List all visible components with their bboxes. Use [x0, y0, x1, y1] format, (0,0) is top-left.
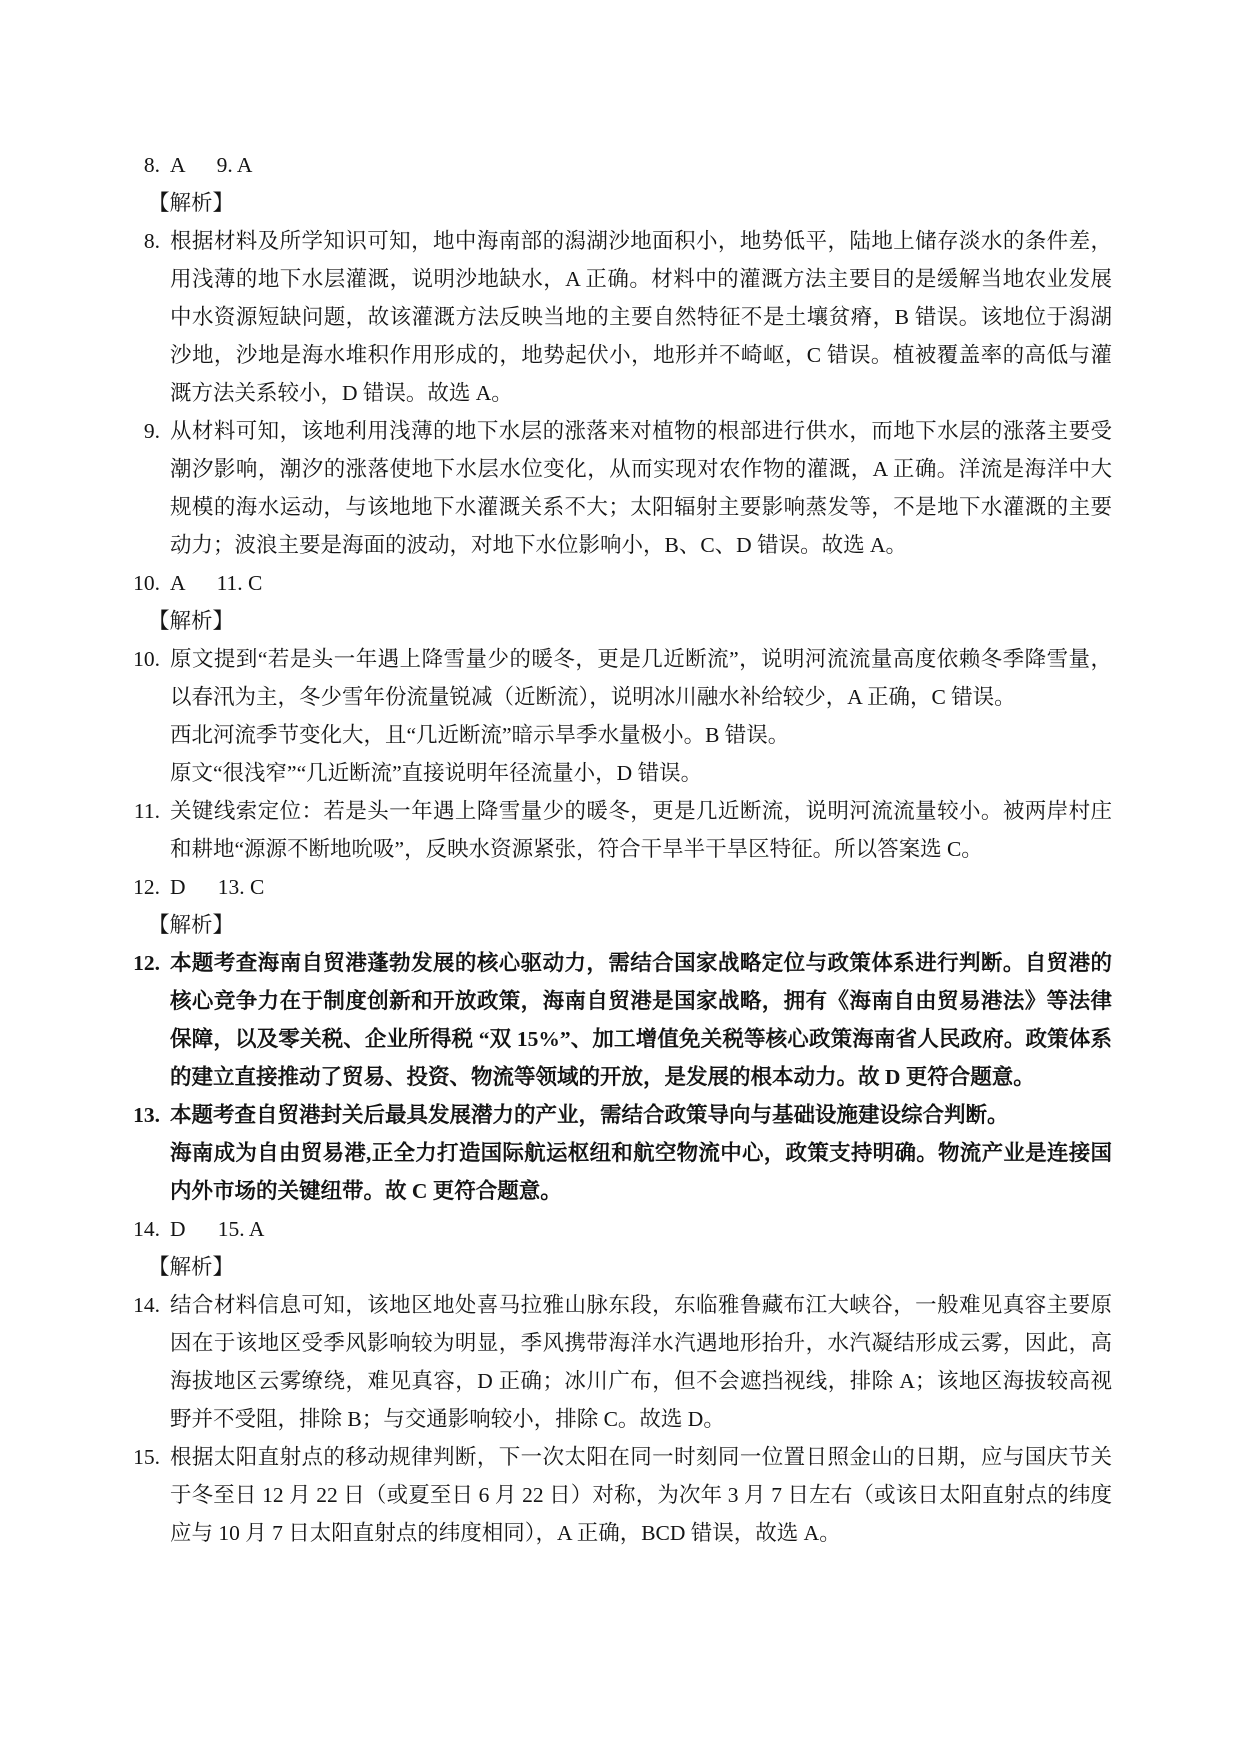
explanation-item-11 — [133, 792, 1112, 868]
explanation-item-15 — [133, 1438, 1112, 1552]
item-number: 15. — [133, 1445, 160, 1469]
explanation-item-9 — [143, 412, 1112, 564]
analysis-label: 【解析】 — [148, 191, 235, 215]
item-text: 根据太阳直射点的移动规律判断，下一次太阳在同一时刻同一位置日照金山的日期，应与国庆节关于冬至日 12 月 22 日（或夏至日 6 月 22 日）对称，为次年 3 月 7 日左右（或该日太阳直射点的纬度应与 10 月 7 日太阳直射点的纬度相同），A 正确，BCD 错误，故选 A。 — [170, 1445, 1112, 1545]
item-text: 原文提到“若是头一年遇上降雪量少的暖冬，更是几近断流”，说明河流流量高度依赖冬季降雪量，以春汛为主，冬少雪年份流量锐减（近断流），说明冰川融水补给较少，A 正确，C 错误。 — [170, 647, 1112, 709]
item-text: 关键线索定位：若是头一年遇上降雪量少的暖冬，更是几近断流，说明河流流量较小。被两岸村庄和耕地“源源不断地吮吸”，反映水资源紧张，符合干旱半干旱区特征。所以答案选 C。 — [170, 799, 1112, 861]
answer-line — [133, 564, 1112, 602]
analysis-label: 【解析】 — [148, 913, 235, 937]
item-text: 本题考查自贸港封关后最具发展潜力的产业，需结合政策导向与基础设施建设综合判断。 — [170, 1103, 1009, 1127]
answer-line-text: A 9. A — [170, 153, 253, 177]
explanation-item-10 — [133, 640, 1112, 792]
answer-line-number: 10. — [133, 571, 160, 595]
item-text: 根据材料及所学知识可知，地中海南部的潟湖沙地面积小，地势低平，陆地上储存淡水的条件差，用浅薄的地下水层灌溉，说明沙地缺水，A 正确。材料中的灌溉方法主要目的是缓解当地农业发展中水资源短缺问题，故该灌溉方法反映当地的主要自然特征不是土壤贫瘠，B 错误。该地位于潟湖沙地，沙地是海水堆积作用形成的，地势起伏小，地形并不崎岖，C 错误。植被覆盖率的高低与灌溉方法关系较小，D 错误。故选 A。 — [170, 229, 1112, 405]
item-number: 13. — [133, 1103, 160, 1127]
explanation-item-8 — [143, 222, 1112, 412]
answer-line-text: A 11. C — [170, 571, 263, 595]
item-number: 9. — [143, 419, 160, 443]
explanation-item-13 — [133, 1096, 1112, 1210]
item-number: 11. — [133, 799, 160, 823]
analysis-label: 【解析】 — [148, 609, 235, 633]
answer-line — [133, 868, 1112, 906]
page-content — [133, 146, 1112, 1552]
item-number: 10. — [133, 647, 160, 671]
item-number: 8. — [143, 229, 160, 253]
explanation-item-14 — [133, 1286, 1112, 1438]
item-text: 本题考查海南自贸港蓬勃发展的核心驱动力，需结合国家战略定位与政策体系进行判断。自贸港的核心竞争力在于制度创新和开放政策，海南自贸港是国家战略，拥有《海南自由贸易港法》等法律保障，以及零关税、企业所得税 “双 15%”、加工增值免关税等核心政策海南省人民政府。政策体系的建立直接推动了贸易、投资、物流等领域的开放，是发展的根本动力。故 D 更符合题意。 — [170, 951, 1112, 1089]
item-text: 从材料可知，该地利用浅薄的地下水层的涨落来对植物的根部进行供水，而地下水层的涨落主要受潮汐影响，潮汐的涨落使地下水层水位变化，从而实现对农作物的灌溉，A 正确。洋流是海洋中大规模的海水运动，与该地地下水灌溉关系不大；太阳辐射主要影响蒸发等，不是地下水灌溉的主要动力；波浪主要是海面的波动，对地下水位影响小，B、C、D 错误。故选 A。 — [170, 419, 1112, 557]
answer-line-number: 8. — [143, 153, 160, 177]
answer-line-text: D 15. A — [170, 1217, 265, 1241]
answer-line-number: 14. — [133, 1217, 160, 1241]
item-text: 西北河流季节变化大，且“几近断流”暗示旱季水量极小。B 错误。 — [170, 723, 790, 747]
item-text: 结合材料信息可知，该地区地处喜马拉雅山脉东段，东临雅鲁藏布江大峡谷，一般难见真容主要原因在于该地区受季风影响较为明显，季风携带海洋水汽遇地形抬升，水汽凝结形成云雾，因此，高海拔地区云雾缭绕，难见真容，D 正确；冰川广布，但不会遮挡视线，排除 A；该地区海拔较高视野并不受阻，排除 B；与交通影响较小，排除 C。故选 D。 — [170, 1293, 1112, 1431]
answer-line — [143, 146, 1112, 184]
item-text: 海南成为自由贸易港,正全力打造国际航运枢纽和航空物流中心，政策支持明确。物流产业是连接国内外市场的关键纽带。故 C 更符合题意。 — [170, 1141, 1112, 1203]
answer-line — [133, 1210, 1112, 1248]
explanation-item-12 — [133, 944, 1112, 1096]
item-number: 14. — [133, 1293, 160, 1317]
answer-line-text: D 13. C — [170, 875, 265, 899]
item-number: 12. — [133, 951, 160, 975]
analysis-label: 【解析】 — [148, 1255, 235, 1279]
answer-line-number: 12. — [133, 875, 160, 899]
item-text: 原文“很浅窄”“几近断流”直接说明年径流量小，D 错误。 — [170, 761, 703, 785]
